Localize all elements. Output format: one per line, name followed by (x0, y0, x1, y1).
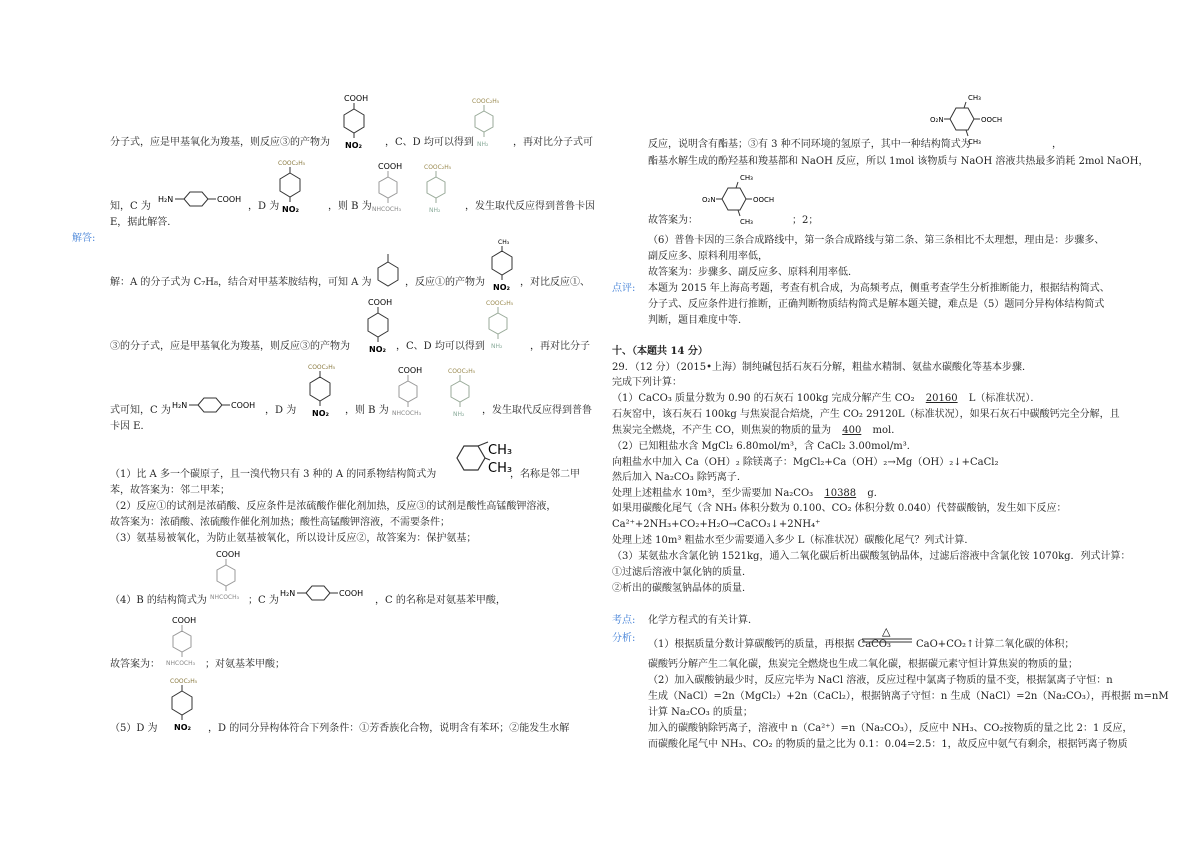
toluene-structure (376, 252, 406, 290)
text-line: ，则 B 为 (345, 405, 389, 416)
svg-text:NH₂: NH₂ (477, 141, 489, 148)
o-xylene-structure (452, 438, 514, 482)
acetamidobenzoic-acid-structure (392, 364, 444, 420)
svg-text:CH₃: CH₃ (498, 239, 510, 246)
svg-text:COOH: COOH (231, 401, 256, 410)
svg-text:OOCH: OOCH (753, 196, 775, 204)
svg-text:△: △ (882, 625, 891, 638)
svg-text:NO₂: NO₂ (282, 205, 299, 214)
text-line: 反应，说明含有酯基；③有 3 种不同环境的氢原子，其中一种结构简式为 (648, 139, 971, 150)
text-line: ②析出的碳酸氢钠晶体的质量． (612, 583, 752, 594)
text-line: （1）CaCO₃ 质量分数为 0.90 的石灰石 100kg 完成分解产生 CO₂ (612, 393, 915, 404)
text-line: 向粗盐水中加入 Ca（OH）₂ 除镁离子：MgCl₂+Ca（OH）₂→Mg（OH）₂↓+CaCl₂ (612, 457, 999, 468)
svg-text:NH₂: NH₂ (491, 343, 503, 350)
answer-blank: 400 (842, 425, 862, 436)
text-line: 酯基水解生成的酚羟基和羧基都和 NaOH 反应，所以 1mol 该物质与 NaOH 溶液共热最多消耗 2mol NaOH， (648, 156, 1149, 167)
p-aminobenzoic-acid-structure (172, 396, 267, 420)
text-line: ；对氨基苯甲酸； (205, 659, 285, 670)
svg-text:COOH: COOH (216, 550, 241, 559)
svg-text:CH₃: CH₃ (968, 94, 981, 102)
svg-text:NHCOCH₃: NHCOCH₃ (372, 206, 402, 213)
text-line: 焦炭完全燃烧，不产生 CO，则焦炭的物质的量为 (612, 425, 832, 436)
svg-text:NO₂: NO₂ (345, 141, 362, 150)
text-line: 故答案为：浓硝酸、浓硫酸作催化剂加热；酸性高锰酸钾溶液，不需要条件； (110, 517, 450, 528)
text-line: 解：A 的分子式为 C₇H₈，结合对甲基苯胺结构，可知 A 为 (110, 277, 372, 288)
text-line: ，再对比分子 (530, 341, 590, 352)
text-line: 知，C 为 (110, 201, 151, 212)
svg-text:COOH: COOH (378, 162, 403, 171)
svg-text:O₂N: O₂N (702, 196, 716, 204)
text-line: ，C、D 均可以得到 (396, 341, 485, 352)
analysis-tag: 分析: (612, 633, 636, 644)
text-line: 计算 Na₂CO₃ 的质量； (648, 707, 753, 718)
ethyl-aminobenzoate-structure (424, 162, 460, 216)
heating-arrow-icon (860, 624, 916, 648)
text-line: （2）反应①的试剂是浓硝酸、反应条件是浓硫酸作催化剂加热，反应③的试剂是酸性高锰酸钾溶液， (110, 501, 557, 512)
svg-text:COOH: COOH (344, 94, 369, 103)
text-line: 化学方程式的有关计算． (648, 615, 758, 626)
text-line: 故答案为：步骤多、副反应多、原料利用率低． (648, 267, 858, 278)
text-line: （1）根据质量分数计算碳酸钙的质量，再根据 CaCO₃ (648, 639, 892, 650)
acetamidobenzoic-acid-structure (372, 160, 422, 216)
text-line: ，反应①的产物为 (405, 277, 485, 288)
text-line: 故答案为： (110, 659, 160, 670)
text-line: ， (1052, 139, 1062, 150)
p-aminobenzoic-acid-structure (158, 190, 253, 214)
text-line: ，则 B 为 (328, 201, 372, 212)
svg-text:COOH: COOH (172, 616, 197, 625)
svg-text:NHCOCH₃: NHCOCH₃ (392, 410, 422, 417)
text-line: 而碳酸化尾气中 NH₃、CO₂ 的物质的量之比为 0.1：0.04=2.5：1，故反应中氨气有剩余，根据钙离子物质 (648, 739, 1128, 750)
text-line: ③的分子式，应是甲基氧化为羧基，则反应③的产物为 (110, 341, 350, 352)
text-line: ，D 为 (265, 405, 297, 416)
svg-text:OOCH: OOCH (981, 116, 1003, 124)
text-line: 完成下列计算： (612, 377, 682, 388)
p-nitrobenzoic-acid-structure (342, 92, 378, 152)
text-line: （3）某氨盐水含氯化钠 1521kg，通入二氧化碳后析出碳酸氢钠晶体，过滤后溶液中含氯化铵 1070kg．列式计算： (612, 551, 1131, 562)
text-line: 卡因 E． (110, 421, 151, 432)
text-line: 分子式、反应条件进行推断，正确判断物质结构简式是解本题关键，难点是（5）题同分异构体结构简式 (648, 299, 1105, 310)
text-line: 如果用碳酸化尾气（含 NH₃ 体积分数为 0.100、CO₂ 体积分数 0.040）代替碳酸钠，发生如下反应： (612, 503, 1067, 514)
text-line: ；2； (792, 215, 819, 226)
svg-text:COOC₂H₅: COOC₂H₅ (424, 164, 452, 171)
p-aminobenzoic-acid-structure (280, 584, 375, 608)
svg-text:O₂N: O₂N (930, 116, 944, 124)
svg-text:COOC₂H₅: COOC₂H₅ (448, 368, 476, 375)
question-2-line (612, 487, 884, 501)
text-line: ，C 的名称是对氨基苯甲酸， (375, 595, 506, 606)
svg-text:NH₂: NH₂ (453, 411, 465, 418)
ethyl-nitrobenzoate-structure (276, 158, 316, 216)
text-line: 处理上述粗盐水 10m³，至少需要加 Na₂CO₃ (612, 488, 814, 499)
text-line: 加入的碳酸钠除钙离子，溶液中 n（Ca²⁺）=n（Na₂CO₃），反应中 NH₃、CO₂按物质的量之比 2：1 反应， (648, 723, 1133, 734)
svg-text:NH₂: NH₂ (429, 207, 441, 214)
text-line: 分子式，应是甲基氧化为羧基，则反应③的产物为 (110, 137, 330, 148)
svg-text:CH₃: CH₃ (968, 138, 981, 146)
text-line: 碳酸钙分解产生二氧化碳，焦炭完全燃烧也生成二氧化碳，根据碳元素守恒计算焦炭的物质的量； (648, 659, 1078, 670)
text-line: CaO+CO₂↑计算二氧化碳的体积； (916, 639, 1075, 650)
text-line: 然后加入 Na₂CO₃ 除钙离子． (612, 472, 747, 483)
question-1-line (612, 392, 1040, 406)
text-line: （6）普鲁卡因的三条合成路线中，第一条合成路线与第二条、第三条相比不太理想，理由是：步骤多、 (648, 235, 1105, 246)
p-nitrotoluene-structure (490, 236, 526, 294)
text-line: ，D 为 (248, 201, 280, 212)
svg-text:NO₂: NO₂ (312, 409, 329, 418)
ethyl-aminobenzoate-structure (448, 366, 484, 420)
ethyl-aminobenzoate-structure (472, 96, 508, 152)
text-line: ①过滤后溶液中氯化钠的质量． (612, 567, 752, 578)
svg-text:H₂N: H₂N (280, 589, 296, 598)
text-line: ；C 为 (248, 595, 279, 606)
text-line: ，发生取代反应得到普鲁 (482, 405, 592, 416)
text-line: 判断，题目难度中等． (648, 315, 748, 326)
answer-blank: 10388 (824, 488, 857, 499)
ethyl-nitrobenzoate-structure (306, 362, 346, 420)
ethyl-aminobenzoate-structure (486, 298, 522, 354)
text-line: ，发生取代反应得到普鲁卡因 (465, 201, 595, 212)
text-line: 式可知，C 为 (110, 405, 171, 416)
comment-tag: 点评: (612, 283, 636, 294)
text-line: （2）已知粗盐水含 MgCl₂ 6.80mol/m³，含 CaCl₂ 3.00mol/m³． (612, 441, 917, 452)
svg-text:COOH: COOH (339, 589, 364, 598)
svg-text:COOC₂H₅: COOC₂H₅ (486, 300, 514, 307)
text-line: （3）氨基易被氧化，为防止氨基被氧化，所以设计反应②，故答案为：保护氨基； (110, 533, 477, 544)
acetamidobenzoic-acid-structure (166, 614, 218, 670)
svg-text:COOC₂H₅: COOC₂H₅ (278, 160, 306, 167)
text-line: （4）B 的结构简式为 (110, 595, 207, 606)
svg-text:CH₃: CH₃ (488, 443, 513, 458)
text-line: 副反应多、原料利用率低， (648, 251, 768, 262)
text-line: Ca²⁺+2NH₃+CO₂+H₂O→CaCO₃↓+2NH₄⁺ (612, 519, 821, 530)
svg-text:COOC₂H₅: COOC₂H₅ (170, 678, 198, 685)
svg-text:NO₂: NO₂ (174, 723, 191, 732)
text-line: mol． (872, 425, 902, 436)
text-line: 处理上述 10m³ 粗盐水至少需要通入多少 L（标准状况）碳酸化尾气？列式计算． (612, 535, 975, 546)
text-line: L（标准状况）． (968, 393, 1041, 404)
text-line: 苯，故答案为：邻二甲苯； (110, 485, 230, 496)
text-line: ，C、D 均可以得到 (385, 137, 474, 148)
svg-text:CH₃: CH₃ (740, 174, 753, 182)
svg-text:COOC₂H₅: COOC₂H₅ (472, 98, 500, 105)
svg-text:CH₃: CH₃ (488, 461, 513, 476)
svg-text:CH₃: CH₃ (740, 218, 753, 226)
svg-text:NHCOCH₃: NHCOCH₃ (210, 594, 240, 601)
text-line: 故答案为： (648, 215, 698, 226)
ethyl-nitrobenzoate-structure (168, 676, 208, 734)
text-line: 石灰窑中，该石灰石 100kg 与焦炭混合焙烧，产生 CO₂ 29120L（标准状况），如果石灰石中碳酸钙完全分解，且 (612, 409, 1120, 420)
svg-text:COOH: COOH (398, 366, 423, 375)
text-line: （5）D 为 (110, 723, 158, 734)
svg-text:H₂N: H₂N (158, 195, 174, 204)
text-line: ，再对比分子式可 (513, 137, 593, 148)
section-heading: 十、（本题共 14 分） (612, 346, 708, 357)
acetamidobenzoic-acid-structure (210, 548, 262, 604)
text-line: （2）加入碳酸钠最少时，反应完毕为 NaCl 溶液，反应过程中氯离子物质的量不变，根据氯离子守恒：n (648, 675, 1113, 686)
svg-text:NO₂: NO₂ (493, 283, 510, 292)
svg-text:COOH: COOH (217, 195, 242, 204)
text-line: 生成（NaCl）=2n（MgCl₂）+2n（CaCl₂），根据钠离子守恒：n 生成（NaCl）=2n（Na₂CO₃），再根据 m=nM (648, 691, 1169, 702)
p-nitrobenzoic-acid-structure (366, 296, 402, 356)
text-line: 本题为 2015 年上海高考题，考查有机合成，为高频考点，侧重考查学生分析推断能力，根据结构简式、 (648, 283, 1110, 294)
text-line: E，据此解答． (110, 217, 178, 228)
svg-text:H₂N: H₂N (172, 401, 188, 410)
key-point-tag: 考点: (612, 615, 636, 626)
svg-text:COOC₂H₅: COOC₂H₅ (308, 364, 336, 371)
answer-blank: 20160 (925, 393, 958, 404)
text-line: ，对比反应①、 (520, 277, 590, 288)
text-line: ，D 的同分异构体符合下列条件：①芳香族化合物，说明含有苯环；②能发生水解 (208, 723, 570, 734)
svg-text:COOH: COOH (368, 298, 393, 307)
dimethylnitrophenyl-formate-structure (702, 172, 782, 230)
text-line: ，名称是邻二甲 (510, 469, 580, 480)
svg-text:NO₂: NO₂ (369, 345, 386, 354)
text-line: g． (867, 488, 884, 499)
answer-tag: 解答: (72, 233, 96, 244)
text-line: 29．（12 分）（2015•上海）制纯碱包括石灰石分解，粗盐水精制、氨盐水碳酸化等基本步骤． (612, 362, 1032, 373)
svg-text:NHCOCH₃: NHCOCH₃ (166, 660, 196, 667)
text-line: （1）比 A 多一个碳原子，且一溴代物只有 3 种的 A 的同系物结构简式为 (110, 469, 437, 480)
question-1-line2 (612, 424, 901, 438)
